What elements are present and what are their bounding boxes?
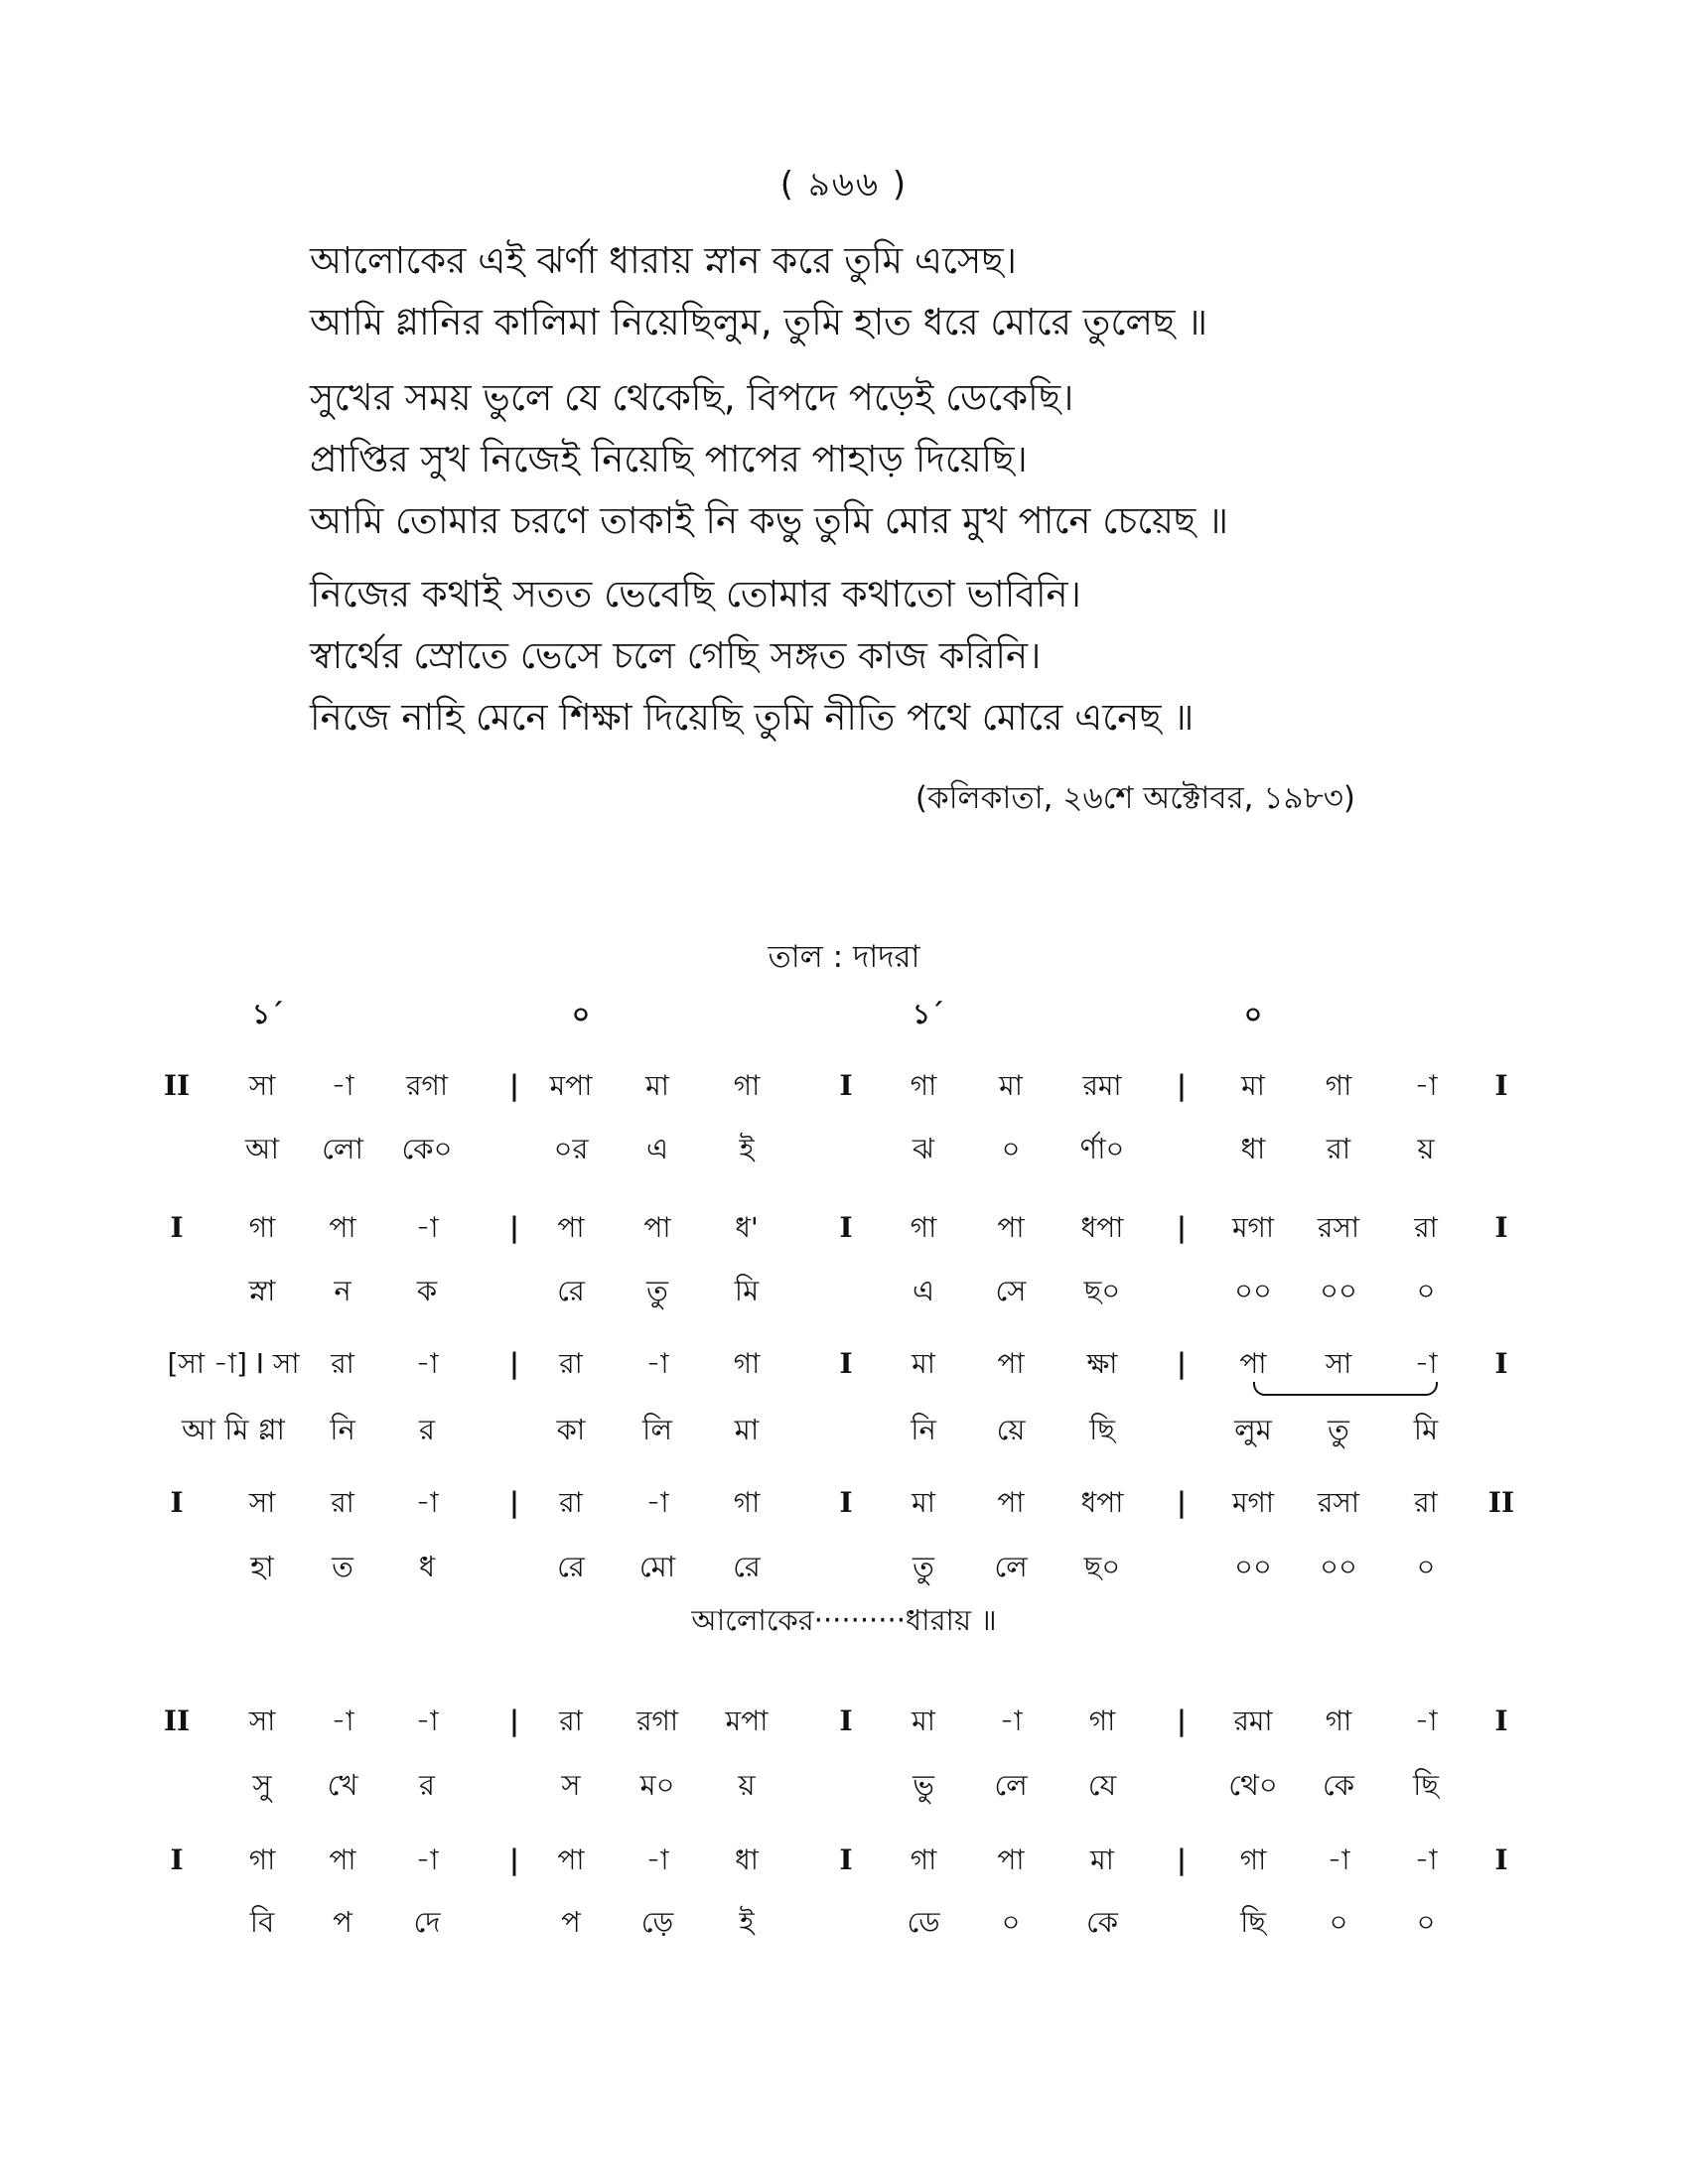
notation-swara-row bbox=[0, 1839, 1688, 1882]
syllable: ম০ bbox=[639, 1768, 675, 1802]
note: মগা bbox=[1231, 1486, 1275, 1519]
beat-marker: ০ bbox=[571, 998, 591, 1030]
syllable: ০০ bbox=[1320, 1550, 1357, 1583]
notation-lyric-row bbox=[0, 1269, 1688, 1312]
syllable: এ bbox=[645, 1132, 669, 1165]
syllable: ড়ে bbox=[640, 1905, 674, 1939]
syllable: ০০ bbox=[1234, 1274, 1272, 1307]
syllable: বি bbox=[249, 1905, 275, 1939]
syllable: নি bbox=[911, 1413, 936, 1446]
note: ধপা bbox=[1080, 1211, 1124, 1244]
syllable: র bbox=[419, 1768, 435, 1802]
syllable: ০০ bbox=[1320, 1274, 1357, 1307]
bar-line: I bbox=[1494, 1347, 1508, 1380]
syllable: দে bbox=[413, 1905, 441, 1939]
note: পা bbox=[557, 1211, 585, 1244]
note: গা bbox=[1239, 1843, 1267, 1876]
syllable: লে bbox=[994, 1768, 1028, 1802]
bar-line: I bbox=[1494, 1069, 1508, 1102]
note: ধা bbox=[735, 1843, 759, 1876]
syllable: ছ০ bbox=[1083, 1274, 1121, 1307]
syllable: ০ bbox=[1329, 1905, 1348, 1939]
syllable: ক bbox=[416, 1274, 438, 1307]
syllable: ঝ bbox=[913, 1132, 934, 1165]
note: -া bbox=[1414, 1069, 1438, 1102]
syllable: কে০ bbox=[401, 1132, 453, 1165]
note: [সা -া] I সা bbox=[167, 1347, 300, 1380]
bar-line: I bbox=[839, 1486, 853, 1519]
note: -া bbox=[331, 1069, 354, 1102]
note: রা bbox=[559, 1705, 583, 1737]
lyric-line: আমি গ্লানির কালিমা নিয়েছিলুম, তুমি হাত ধরে মোরে তুলেছ ॥ bbox=[310, 301, 1207, 343]
syllable: প bbox=[333, 1905, 352, 1939]
notation-lyric-row bbox=[0, 1408, 1688, 1451]
note: মা bbox=[1241, 1069, 1265, 1102]
note: ধপা bbox=[1080, 1486, 1124, 1519]
note: পা bbox=[997, 1486, 1025, 1519]
note: রমা bbox=[1082, 1069, 1122, 1102]
syllable: ০ bbox=[1416, 1905, 1436, 1939]
syllable: য় bbox=[738, 1768, 756, 1802]
note: পা bbox=[329, 1843, 356, 1876]
bar-line: II bbox=[1487, 1486, 1515, 1519]
syllable: ই bbox=[739, 1132, 755, 1165]
notation-swara-row bbox=[0, 1700, 1688, 1743]
notation-swara-row bbox=[0, 1206, 1688, 1250]
notation-lyric-row bbox=[0, 1763, 1688, 1807]
syllable: য়ে bbox=[996, 1413, 1026, 1446]
note: মা bbox=[645, 1069, 669, 1102]
syllable: ০ bbox=[1001, 1132, 1021, 1165]
note: রগা bbox=[636, 1705, 678, 1737]
note: মা bbox=[912, 1486, 935, 1519]
lyric-line: স্বার্থের স্রোতে ভেসে চলে গেছি সঙ্গত কাজ করিনি। bbox=[310, 634, 1042, 677]
syllable: ধা bbox=[1240, 1132, 1266, 1165]
note: মা bbox=[912, 1347, 935, 1380]
syllable: য় bbox=[1417, 1132, 1435, 1165]
notation-swara-row bbox=[0, 1064, 1688, 1108]
bar-line: | bbox=[508, 1347, 520, 1380]
bar-line: I bbox=[839, 1211, 853, 1244]
syllable: হা bbox=[250, 1550, 274, 1583]
syllable: লুম bbox=[1234, 1413, 1272, 1446]
bar-line: I bbox=[1494, 1843, 1508, 1876]
syllable: ডে bbox=[907, 1905, 940, 1939]
note: সা bbox=[248, 1705, 276, 1737]
lyric-line: সুখের সময় ভুলে যে থেকেছি, বিপদে পড়েই ডেকেছি। bbox=[310, 376, 1074, 419]
tala-heading: তাল : দাদরা bbox=[768, 939, 920, 975]
bar-line: II bbox=[163, 1705, 191, 1737]
note: পা bbox=[997, 1211, 1025, 1244]
bar-line: | bbox=[508, 1486, 520, 1519]
note: -া bbox=[1327, 1843, 1350, 1876]
bar-line: I bbox=[839, 1347, 853, 1380]
syllable: ০ bbox=[1416, 1274, 1436, 1307]
lyric-line: আমি তোমার চরণে তাকাই নি কভু তুমি মোর মুখ পানে চেয়েছ ॥ bbox=[310, 499, 1228, 542]
syllable: কে bbox=[1322, 1768, 1355, 1802]
note: -া bbox=[645, 1486, 669, 1519]
syllable: মি bbox=[1413, 1413, 1439, 1446]
note: গা bbox=[733, 1347, 761, 1380]
bar-line: | bbox=[1176, 1843, 1188, 1876]
bar-line: I bbox=[1494, 1705, 1508, 1737]
note: ধ' bbox=[735, 1211, 759, 1244]
refrain-line: আলোকের··········ধারায় ॥ bbox=[691, 1603, 997, 1637]
syllable: লে bbox=[994, 1550, 1028, 1583]
bar-line: II bbox=[163, 1069, 191, 1102]
syllable: ত bbox=[332, 1550, 353, 1583]
note: -া bbox=[415, 1843, 439, 1876]
note: রগা bbox=[406, 1069, 448, 1102]
bar-line: I bbox=[839, 1843, 853, 1876]
meend-slur bbox=[1253, 1382, 1438, 1396]
syllable: কা bbox=[556, 1413, 586, 1446]
bar-line: | bbox=[1176, 1069, 1188, 1102]
notation-lyric-row bbox=[0, 1900, 1688, 1944]
syllable: স্না bbox=[248, 1274, 276, 1307]
note: রমা bbox=[1233, 1705, 1273, 1737]
bar-line: | bbox=[508, 1211, 520, 1244]
syllable: ছি bbox=[1413, 1768, 1439, 1802]
syllable: ছি bbox=[1089, 1413, 1115, 1446]
note: গা bbox=[733, 1069, 761, 1102]
note: গা bbox=[248, 1843, 276, 1876]
note: রসা bbox=[1317, 1486, 1360, 1519]
syllable: রে bbox=[557, 1274, 585, 1307]
note: মা bbox=[999, 1069, 1023, 1102]
note: -া bbox=[415, 1705, 439, 1737]
syllable: লি bbox=[642, 1413, 672, 1446]
bar-line: | bbox=[1176, 1211, 1188, 1244]
syllable: তু bbox=[1328, 1413, 1349, 1446]
syllable: ০র bbox=[553, 1132, 589, 1165]
syllable: খে bbox=[327, 1768, 358, 1802]
note: -া bbox=[415, 1347, 439, 1380]
syllable: প bbox=[561, 1905, 581, 1939]
syllable: আ মি গ্লা bbox=[182, 1413, 285, 1446]
syllable: যে bbox=[1087, 1768, 1117, 1802]
bar-line: I bbox=[1494, 1211, 1508, 1244]
note: সা bbox=[248, 1486, 276, 1519]
note: গা bbox=[733, 1486, 761, 1519]
syllable: রে bbox=[557, 1550, 585, 1583]
syllable: র্ণা০ bbox=[1079, 1132, 1125, 1165]
syllable: ন bbox=[334, 1274, 352, 1307]
note: -া bbox=[1414, 1705, 1438, 1737]
syllable: কে bbox=[1085, 1905, 1119, 1939]
beat-marker: ০ bbox=[1243, 998, 1263, 1030]
note: মপা bbox=[549, 1069, 593, 1102]
syllable: স bbox=[561, 1768, 581, 1802]
note: গা bbox=[910, 1211, 937, 1244]
note: গা bbox=[1325, 1705, 1352, 1737]
bar-line: | bbox=[508, 1843, 520, 1876]
beat-marker: ১´ bbox=[251, 998, 285, 1030]
syllable: সে bbox=[995, 1274, 1027, 1307]
syllable: সু bbox=[252, 1768, 272, 1802]
bar-line: | bbox=[508, 1069, 520, 1102]
note: রা bbox=[331, 1486, 354, 1519]
note: মা bbox=[1090, 1843, 1114, 1876]
note: -া bbox=[331, 1705, 354, 1737]
note: রসা bbox=[1317, 1211, 1360, 1244]
note: পা bbox=[557, 1843, 585, 1876]
bar-line: I bbox=[170, 1211, 184, 1244]
syllable: ই bbox=[739, 1905, 755, 1939]
note: গা bbox=[910, 1843, 937, 1876]
note: পা bbox=[329, 1211, 356, 1244]
note: -া bbox=[999, 1705, 1023, 1737]
bar-line: | bbox=[1176, 1347, 1188, 1380]
bar-line: I bbox=[170, 1486, 184, 1519]
lyric-line: নিজের কথাই সতত ভেবেছি তোমার কথাতো ভাবিনি। bbox=[310, 573, 1081, 615]
syllable: লো bbox=[322, 1132, 363, 1165]
syllable: ছি bbox=[1240, 1905, 1266, 1939]
note: রা bbox=[559, 1486, 583, 1519]
syllable: ০ bbox=[1416, 1550, 1436, 1583]
dateline: (কলিকাতা, ২৬শে অক্টোবর, ১৯৮৩) bbox=[914, 780, 1355, 816]
lyric-line: প্রাপ্তির সুখ নিজেই নিয়েছি পাপের পাহাড় দিয়েছি। bbox=[310, 438, 1028, 480]
bar-line: I bbox=[839, 1069, 853, 1102]
beat-marker: ১´ bbox=[912, 998, 945, 1030]
page-number: ( ৯৬৬ ) bbox=[779, 165, 909, 205]
syllable: ভু bbox=[913, 1768, 934, 1802]
note: সা bbox=[1325, 1347, 1352, 1380]
syllable: ০০ bbox=[1234, 1550, 1272, 1583]
syllable: তু bbox=[913, 1550, 934, 1583]
note: রা bbox=[1414, 1486, 1438, 1519]
note: ক্ষা bbox=[1086, 1347, 1118, 1380]
note: -া bbox=[645, 1843, 669, 1876]
note: গা bbox=[1325, 1069, 1352, 1102]
note: পা bbox=[1239, 1347, 1267, 1380]
syllable: ০ bbox=[1001, 1905, 1021, 1939]
syllable: মি bbox=[734, 1274, 760, 1307]
note: মা bbox=[912, 1705, 935, 1737]
syllable: র bbox=[419, 1413, 435, 1446]
bar-line: | bbox=[1176, 1486, 1188, 1519]
notation-lyric-row bbox=[0, 1545, 1688, 1588]
syllable: এ bbox=[912, 1274, 935, 1307]
notation-lyric-row bbox=[0, 1127, 1688, 1170]
note: -া bbox=[645, 1347, 669, 1380]
bar-line: | bbox=[508, 1705, 520, 1737]
note: গা bbox=[248, 1211, 276, 1244]
note: -া bbox=[1414, 1843, 1438, 1876]
syllable: থে০ bbox=[1228, 1768, 1278, 1802]
note: রা bbox=[1414, 1211, 1438, 1244]
note: মগা bbox=[1231, 1211, 1275, 1244]
note: গা bbox=[910, 1069, 937, 1102]
note: পা bbox=[997, 1347, 1025, 1380]
syllable: ছ০ bbox=[1083, 1550, 1121, 1583]
syllable: মো bbox=[638, 1550, 676, 1583]
syllable: রে bbox=[733, 1550, 761, 1583]
bar-line: | bbox=[1176, 1705, 1188, 1737]
lyric-line: নিজে নাহি মেনে শিক্ষা দিয়েছি তুমি নীতি পথে মোরে এনেছ ॥ bbox=[310, 696, 1195, 739]
note: পা bbox=[643, 1211, 671, 1244]
note: মপা bbox=[725, 1705, 769, 1737]
syllable: মা bbox=[734, 1413, 760, 1446]
lyric-line: আলোকের এই ঝর্ণা ধারায় স্নান করে তুমি এসেছ। bbox=[310, 239, 1017, 282]
syllable: রা bbox=[1326, 1132, 1351, 1165]
note: পা bbox=[997, 1843, 1025, 1876]
bar-line: I bbox=[170, 1843, 184, 1876]
notation-swara-row bbox=[0, 1481, 1688, 1525]
note: রা bbox=[559, 1347, 583, 1380]
syllable: নি bbox=[330, 1413, 355, 1446]
note: -া bbox=[1414, 1347, 1438, 1380]
note: সা bbox=[248, 1069, 276, 1102]
bar-line: I bbox=[839, 1705, 853, 1737]
note: গা bbox=[1088, 1705, 1116, 1737]
note: রা bbox=[331, 1347, 354, 1380]
note: -া bbox=[415, 1211, 439, 1244]
syllable: আ bbox=[245, 1132, 279, 1165]
syllable: ধ bbox=[418, 1550, 436, 1583]
note: -া bbox=[415, 1486, 439, 1519]
notation-swara-row bbox=[0, 1342, 1688, 1386]
syllable: তু bbox=[646, 1274, 668, 1307]
